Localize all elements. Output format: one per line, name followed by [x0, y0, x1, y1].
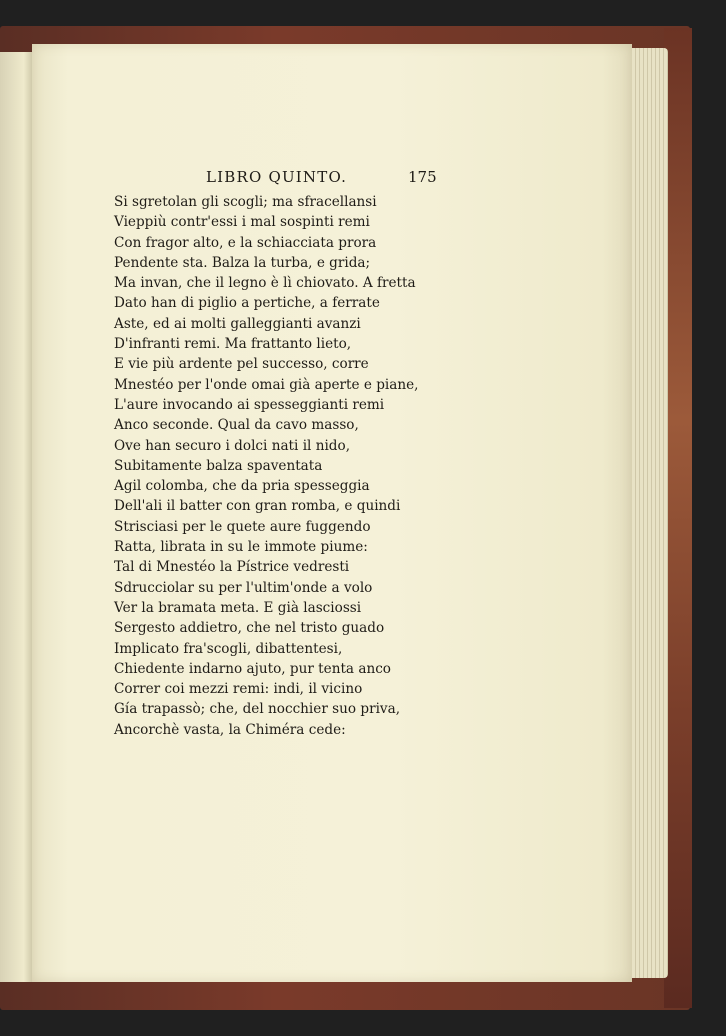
verse-line: Si sgretolan gli scogli; ma sfracellansi: [114, 194, 377, 210]
verse-line: Anco seconde. Qual da cavo masso,: [114, 417, 359, 434]
verse-line: Pendente sta. Balza la turba, e grida;: [114, 254, 371, 271]
verse-line: Correr coi mezzi remi: indi, il vicino: [114, 681, 363, 698]
verse-line: Sergesto addietro, che nel tristo guado: [114, 620, 385, 637]
verse-line: Ver la bramata meta. E già lasciossi: [114, 599, 362, 616]
verse-line: Strisciasi per le quete aure fuggendo: [114, 518, 371, 535]
verse-line: Chiedente indarno ajuto, pur tenta anco: [114, 660, 391, 677]
verse-line: D'infranti remi. Ma frattanto lieto,: [114, 336, 352, 353]
verse-line: Dell'ali il batter con gran romba, e quindi: [114, 498, 401, 515]
verse-line: Mnestéo per l'onde omai già aperte e piane,: [114, 376, 419, 393]
verse-line: E vie più ardente pel successo, corre: [114, 356, 369, 373]
page-header: [0, 168, 726, 192]
verse-text: [114, 192, 514, 740]
verse-line: Tal di Mnestéo la Pístrice vedresti: [114, 559, 350, 576]
verse-line: Ove han securo i dolci nati il nido,: [114, 437, 351, 454]
verse-line: Vieppiù contr'essi i mal sospinti remi: [114, 214, 370, 231]
verse-line: Sdrucciolar su per l'ultim'onde a volo: [114, 579, 373, 596]
verse-line: Gía trapassò; che, del nocchier suo priva,: [114, 701, 401, 718]
page-number: 175: [408, 168, 437, 186]
verse-line: Subitamente balza spaventata: [114, 457, 323, 474]
verse-line: Agil colomba, che da pria spesseggia: [114, 478, 370, 495]
verse-line: L'aure invocando ai spesseggianti remi: [114, 396, 385, 413]
verse-line: Con fragor alto, e la schiacciata prora: [114, 234, 377, 251]
verse-line: Aste, ed ai molti galleggianti avanzi: [114, 315, 361, 332]
verse-line: Ancorchè vasta, la Chiméra cede:: [114, 721, 346, 738]
verse-line: Dato han di piglio a pertiche, a ferrate: [114, 295, 380, 312]
running-head: LIBRO QUINTO.: [206, 168, 348, 186]
verse-line: Ma invan, che il legno è lì chiovato. A fretta: [114, 275, 416, 292]
verse-line: Ratta, librata in su le immote piume:: [114, 539, 368, 556]
verse-line: Implicato fra'scogli, dibattentesi,: [114, 640, 343, 657]
